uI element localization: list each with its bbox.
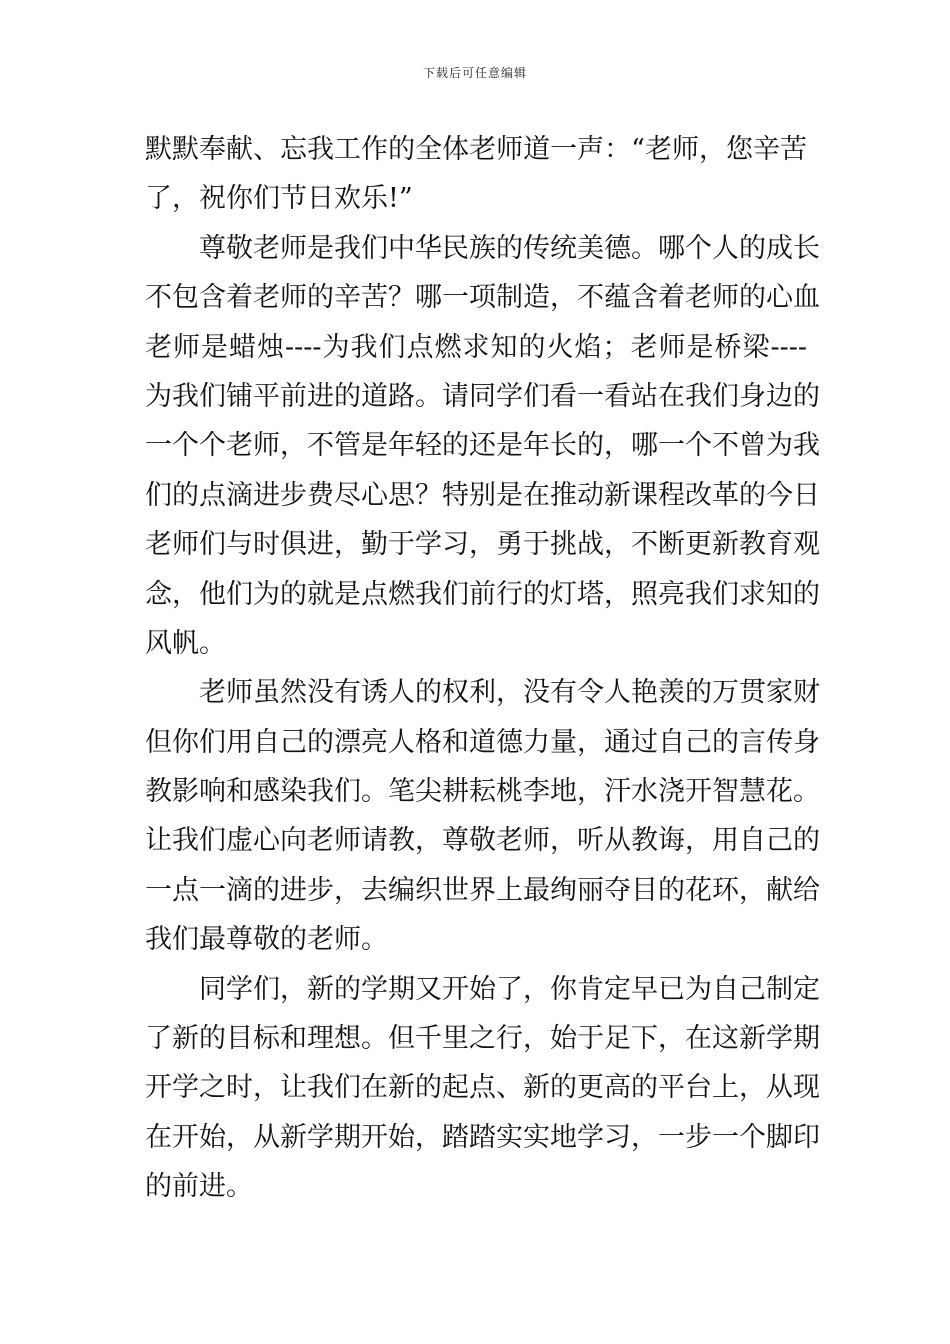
text-line: 尊敬老师是我们中华民族的传统美德。哪个人的成长: [199, 232, 820, 264]
text-line: 同学们，新的学期又开始了，你肯定早已为自己制定: [199, 973, 820, 1005]
text-line: 们的点滴进步费尽心思？特别是在推动新课程改革的今日: [145, 479, 820, 511]
paragraph: [145, 224, 820, 669]
text-line: 教影响和感染我们。笔尖耕耘桃李地，汗水浇开智慧花。: [145, 776, 820, 808]
text-line: 我们最尊敬的老师。: [145, 924, 388, 956]
text-line: 的前进。: [145, 1171, 253, 1203]
text-line: 不包含着老师的辛苦？哪一项制造，不蕴含着老师的心血: [145, 282, 820, 314]
text-line: 念，他们为的就是点燃我们前行的灯塔，照亮我们求知的: [145, 578, 820, 610]
text-line: 一个个老师，不管是年轻的还是年长的，哪一个不曾为我: [145, 430, 820, 462]
text-line: 默默奉献、忘我工作的全体老师道一声：“老师，您辛苦: [145, 134, 807, 165]
text-line: 让我们虚心向老师请教，尊敬老师，听从教诲，用自己的: [145, 825, 820, 857]
text-line: 为我们铺平前进的道路。请同学们看一看站在我们身边的: [145, 380, 820, 412]
paragraph: [145, 668, 820, 964]
text-line: 老师虽然没有诱人的权利，没有令人艳羡的万贯家财: [199, 677, 820, 709]
text-line: 开学之时，让我们在新的起点、新的更高的平台上，从现: [145, 1072, 820, 1104]
text-line: 老师是蜡烛----为我们点燃求知的火焰；老师是桥梁----: [145, 331, 807, 363]
paragraph: [145, 965, 820, 1212]
text-line: 老师们与时俱进，勤于学习，勇于挑战，不断更新教育观: [145, 529, 820, 561]
text-line: 一点一滴的进步，去编织世界上最绚丽夺目的花环，献给: [145, 874, 820, 906]
document-body: [145, 125, 820, 1212]
text-line: 了新的目标和理想。但千里之行，始于足下，在这新学期: [145, 1023, 820, 1055]
page-header: 下载后可任意编辑: [422, 66, 527, 80]
text-line: 风帆。: [145, 627, 226, 659]
paragraph: [145, 125, 807, 224]
text-line: 了，祝你们节日欢乐!”: [145, 183, 413, 215]
text-line: 但你们用自己的漂亮人格和道德力量，通过自己的言传身: [145, 726, 820, 758]
text-line: 在开始，从新学期开始，踏踏实实地学习，一步一个脚印: [145, 1121, 820, 1153]
